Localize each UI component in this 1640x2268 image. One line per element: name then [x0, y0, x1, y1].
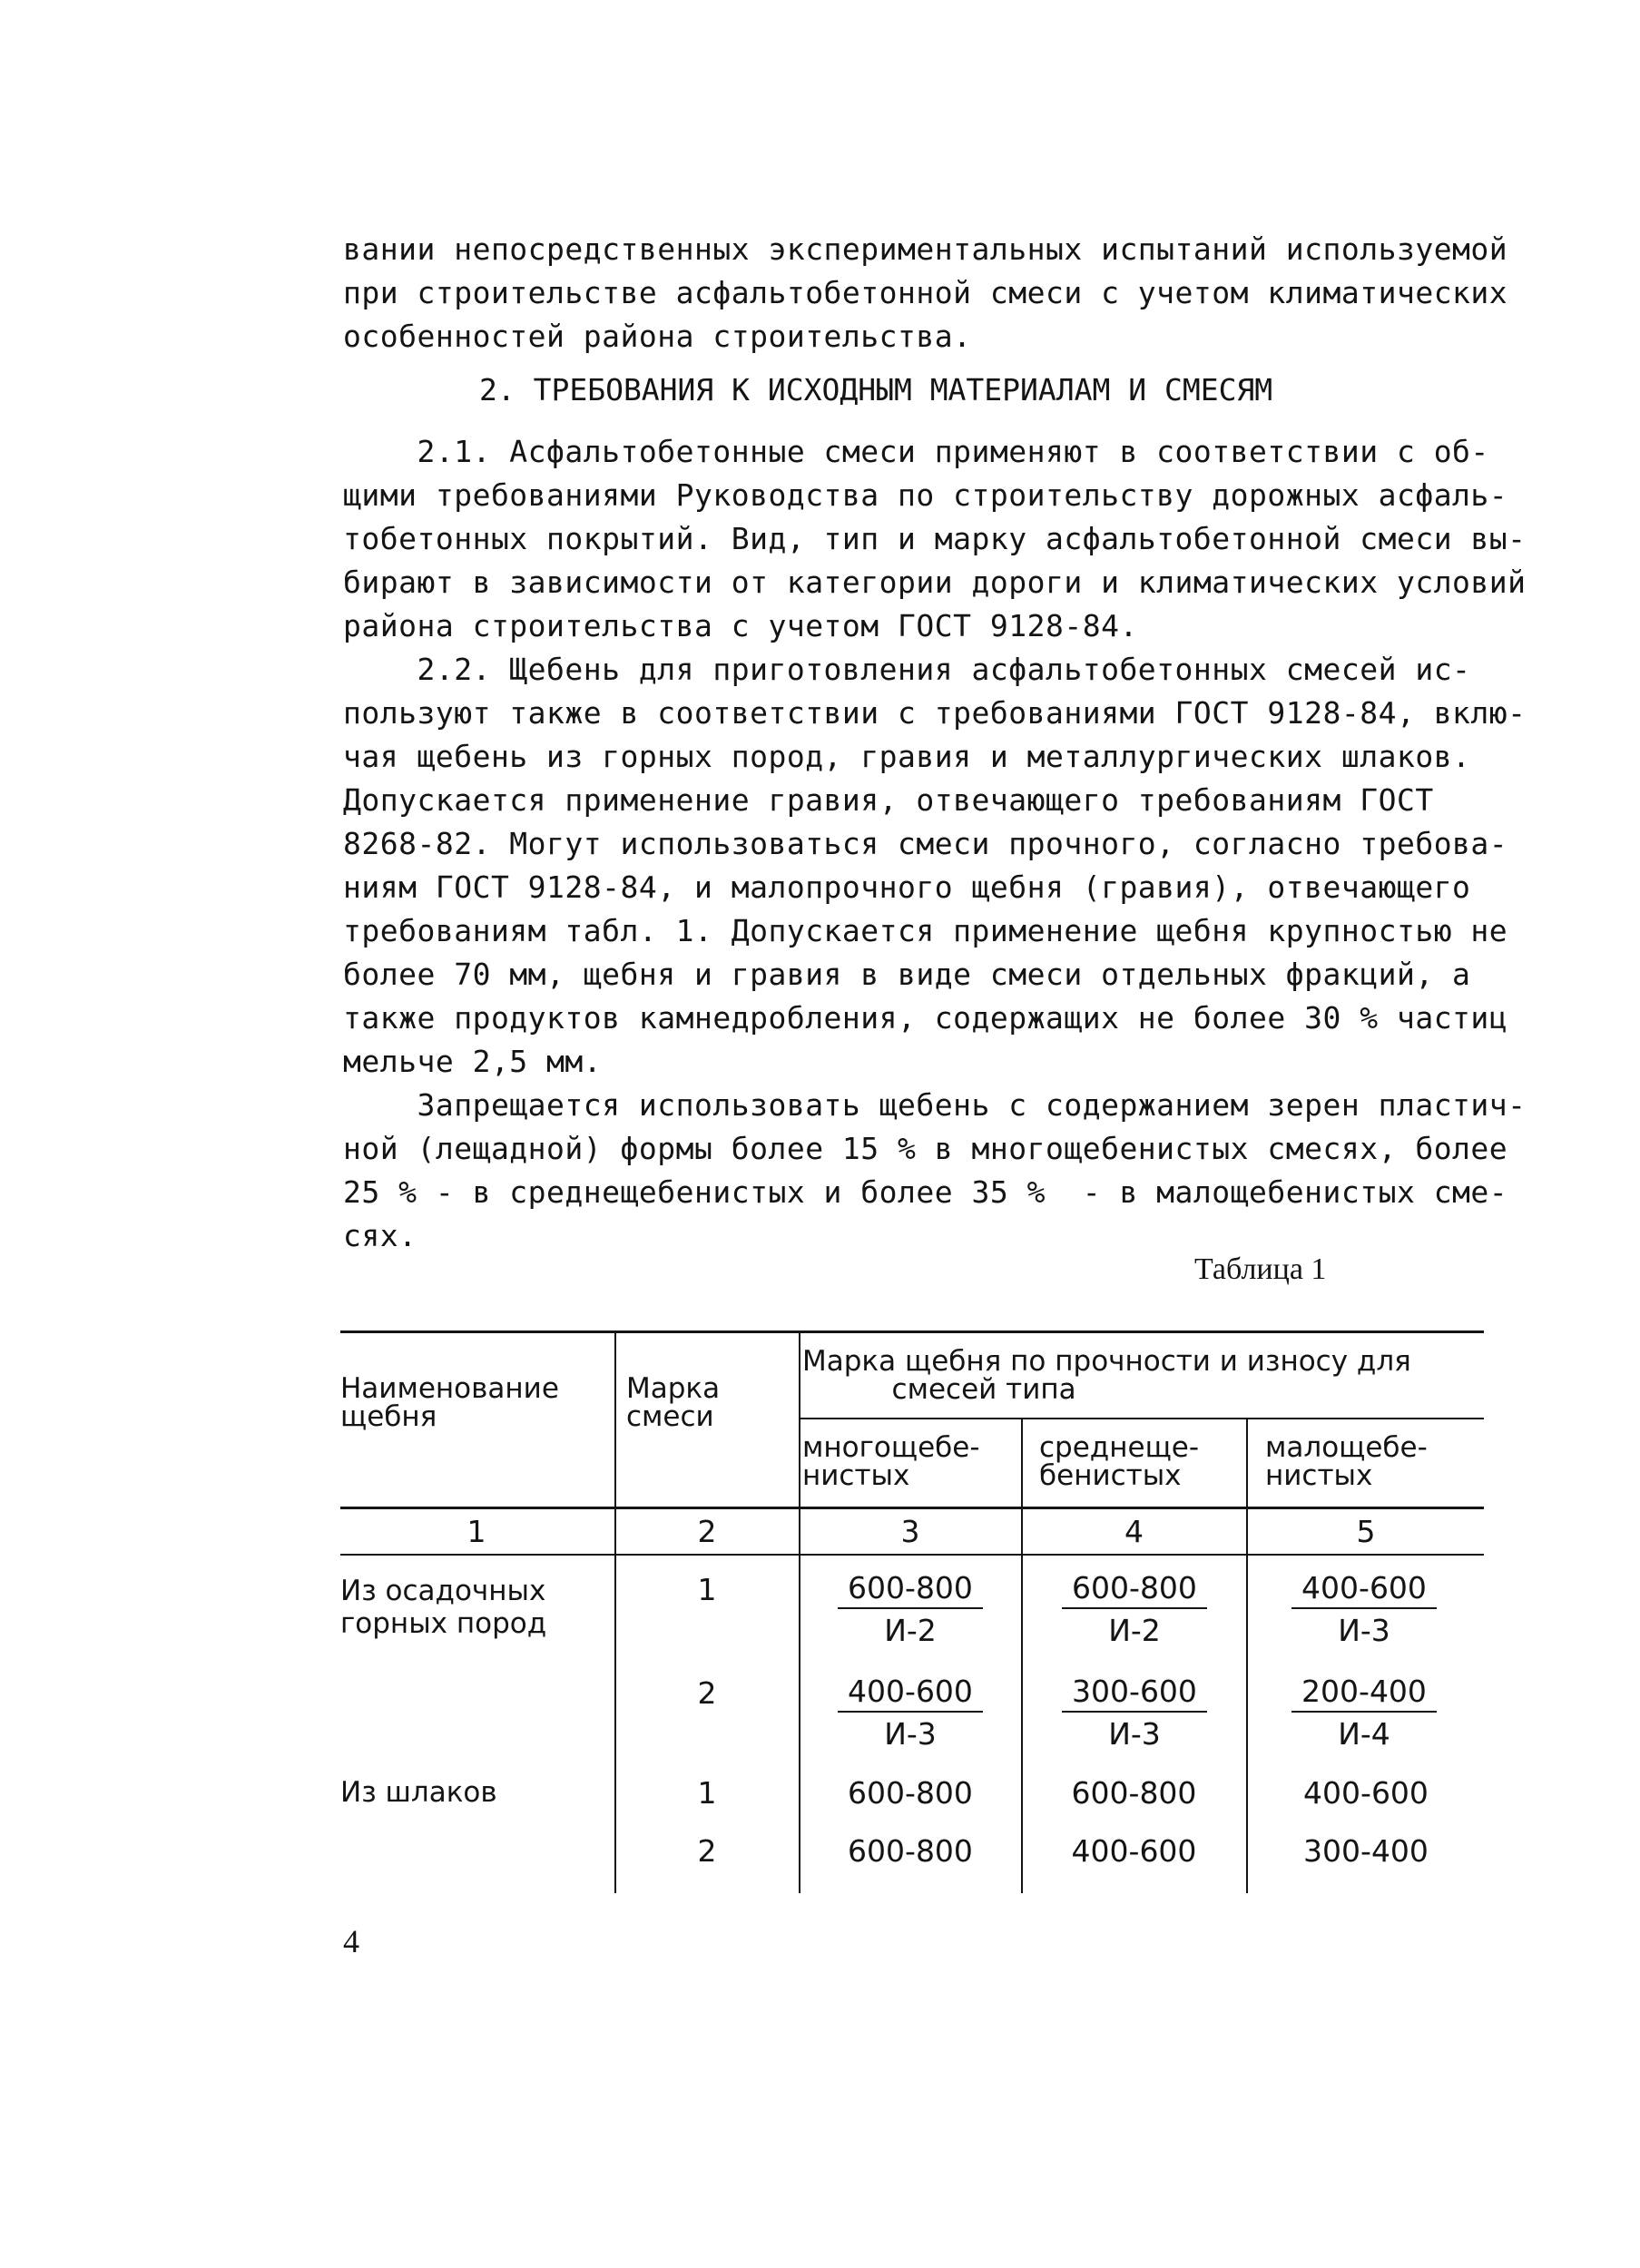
intro-line-2: при строительстве асфальтобетонной смеси с учетом климатических [343, 275, 1508, 310]
row4-col3: 600-800 [848, 1833, 973, 1869]
header-bottom-rule [340, 1507, 1484, 1509]
header-medium-crushed: среднеще- бенистых [1039, 1431, 1200, 1492]
row-group-sedimentary: Из осадочных горных пород [340, 1575, 547, 1640]
row2-col4-strength: 300-600 [1062, 1674, 1207, 1713]
col-number-4: 4 [1124, 1514, 1144, 1549]
p22-line-4: Допускается применение гравия, отвечающего требованиям ГОСТ [343, 782, 1434, 818]
row3-col3: 600-800 [848, 1775, 973, 1811]
col-divider-3 [1021, 1418, 1023, 1893]
col-number-1: 1 [466, 1514, 486, 1549]
row2-col5-strength: 200-400 [1291, 1674, 1437, 1713]
row2-col5-wear: И-4 [1338, 1716, 1390, 1752]
row4-col5: 300-400 [1303, 1833, 1429, 1869]
p21-line-1: 2.1. Асфальтобетонные смеси применяют в соответствии с об- [343, 434, 1489, 469]
row4-col4: 400-600 [1071, 1833, 1197, 1869]
section-heading: 2. ТРЕБОВАНИЯ К ИСХОДНЫМ МАТЕРИАЛАМ И СМЕСЯМ [479, 372, 1273, 407]
row2-col5 [1291, 1674, 1437, 1752]
row1-col3-strength: 600-800 [838, 1570, 983, 1609]
p3-line-3: 25 % - в среднещебенистых и более 35 % - в малощебенистых сме- [343, 1174, 1508, 1210]
p22-line-6: ниям ГОСТ 9128-84, и малопрочного щебня (гравия), отвечающего [343, 869, 1471, 905]
subheader-rule [799, 1418, 1484, 1419]
row2-col3 [838, 1674, 983, 1752]
col-number-2: 2 [697, 1514, 717, 1549]
intro-line-3: особенностей района строительства. [343, 319, 972, 354]
row1-col3-wear: И-2 [884, 1613, 937, 1648]
col-number-5: 5 [1356, 1514, 1376, 1549]
row1-mark: 1 [697, 1572, 717, 1607]
header-name: Наименование щебня [340, 1372, 559, 1433]
row2-col3-wear: И-3 [884, 1716, 937, 1752]
header-multi-crushed: многощебе- нистых [802, 1431, 980, 1492]
row4-mark: 2 [697, 1833, 717, 1869]
table-top-rule [340, 1330, 1484, 1333]
row1-col4-strength: 600-800 [1062, 1570, 1207, 1609]
p3-line-2: ной (лещадной) формы более 15 % в многощебенистых смесях, более [343, 1131, 1508, 1166]
numbering-rule [340, 1554, 1484, 1556]
row3-col5: 400-600 [1303, 1775, 1429, 1811]
p22-line-8: более 70 мм, щебня и гравия в виде смеси отдельных фракций, а [343, 957, 1471, 992]
row1-col5-wear: И-3 [1338, 1613, 1390, 1648]
row1-col5 [1291, 1570, 1437, 1648]
p22-line-5: 8268-82. Могут использоваться смеси прочного, согласно требова- [343, 826, 1508, 861]
p21-line-2: щими требованиями Руководства по строительству дорожных асфаль- [343, 477, 1508, 513]
table-caption: Таблица 1 [1194, 1252, 1327, 1286]
header-group: Марка щебня по прочности и износу для смесей типа [802, 1345, 1411, 1406]
p22-line-10: мельче 2,5 мм. [343, 1044, 603, 1079]
p3-line-4: сях. [343, 1218, 417, 1253]
col-number-3: 3 [900, 1514, 920, 1549]
intro-line-1: вании непосредственных экспериментальных испытаний используемой [343, 231, 1508, 267]
p22-line-1: 2.2. Щебень для приготовления асфальтобетонных смесей ис- [343, 652, 1471, 687]
p22-line-3: чая щебень из горных пород, гравия и металлургических шлаков. [343, 739, 1471, 774]
p22-line-9: также продуктов камнедробления, содержащих не более 30 % частиц [343, 1000, 1508, 1036]
header-low-crushed: малощебе- нистых [1265, 1431, 1428, 1492]
p3-line-1: Запрещается использовать щебень с содержанием зерен пластич- [343, 1087, 1527, 1123]
p22-line-2: пользуют также в соответствии с требованиями ГОСТ 9128-84, вклю- [343, 695, 1527, 731]
row2-col4 [1062, 1674, 1207, 1752]
row3-col4: 600-800 [1071, 1775, 1197, 1811]
page-number: 4 [343, 1923, 359, 1959]
header-mark: Марка смеси [626, 1372, 721, 1433]
row1-col5-strength: 400-600 [1291, 1570, 1437, 1609]
row2-mark: 2 [697, 1675, 717, 1711]
row-group-slag: Из шлаков [340, 1776, 497, 1809]
p21-line-3: тобетонных покрытий. Вид, тип и марку асфальтобетонной смеси вы- [343, 521, 1527, 556]
row1-col4 [1062, 1570, 1207, 1648]
p21-line-5: района строительства с учетом ГОСТ 9128-84. [343, 608, 1138, 643]
row1-col3 [838, 1570, 983, 1648]
p21-line-4: бирают в зависимости от категории дороги и климатических условий [343, 565, 1527, 600]
row2-col4-wear: И-3 [1108, 1716, 1161, 1752]
p22-line-7: требованиям табл. 1. Допускается применение щебня крупностью не [343, 913, 1508, 948]
row2-col3-strength: 400-600 [838, 1674, 983, 1713]
row1-col4-wear: И-2 [1108, 1613, 1161, 1648]
row3-mark: 1 [697, 1775, 717, 1811]
col-divider-4 [1246, 1418, 1248, 1893]
